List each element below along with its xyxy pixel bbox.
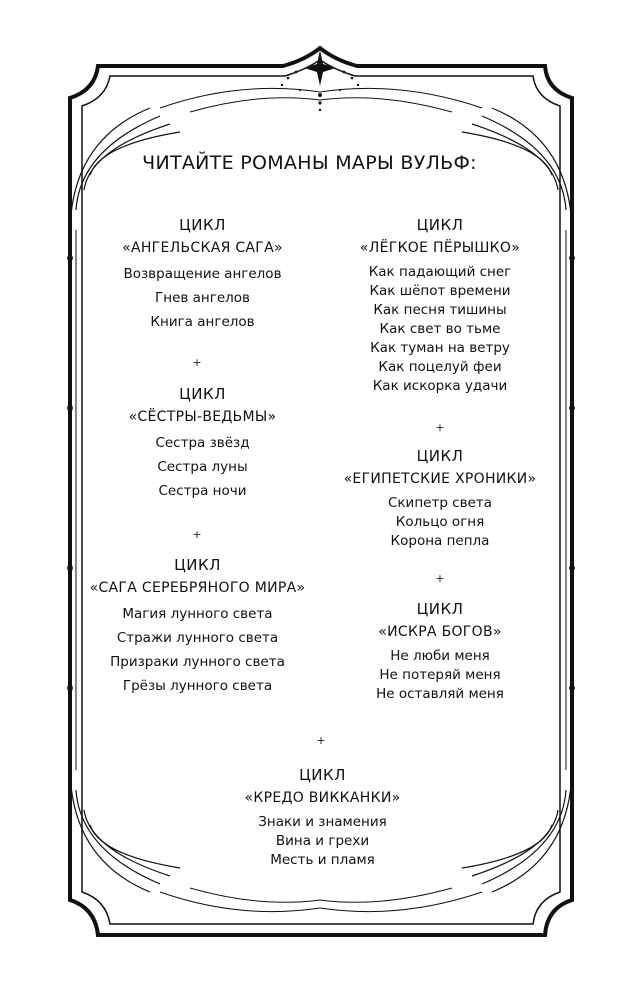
series-cycle-label: ЦИКЛ <box>179 216 226 234</box>
book-title: Возвращение ангелов <box>123 266 282 282</box>
book-title: Месть и пламя <box>270 852 375 868</box>
series-title: «САГА СЕРЕБРЯНОГО МИРА» <box>89 580 306 596</box>
book-title: Призраки лунного света <box>110 654 285 670</box>
book-title: Знаки и знамения <box>258 814 387 830</box>
book-title: Не оставляй меня <box>376 686 504 702</box>
series-wiccan-creed <box>200 766 445 868</box>
series-title: «АНГЕЛЬСКАЯ САГА» <box>122 240 283 256</box>
separator-star: + <box>435 572 445 585</box>
book-title: Не потеряй меня <box>379 667 501 683</box>
book-title: Как песня тишины <box>373 302 507 318</box>
book-title: Стражи лунного света <box>116 630 279 646</box>
book-title: Как свет во тьме <box>379 321 501 337</box>
series-cycle-label: ЦИКЛ <box>179 385 226 403</box>
book-title: Как падающий снег <box>368 264 512 280</box>
book-title: Как поцелуй феи <box>378 359 502 375</box>
series-angel-saga <box>95 216 310 330</box>
series-cycle-label: ЦИКЛ <box>416 600 464 618</box>
series-title: «ЛЁГКОЕ ПЁРЫШКО» <box>359 240 521 256</box>
series-light-feather <box>330 216 550 394</box>
series-title: «ЕГИПЕТСКИЕ ХРОНИКИ» <box>343 471 537 487</box>
book-title: Гнев ангелов <box>155 290 250 306</box>
book-title: Сестра ночи <box>158 483 247 499</box>
separator-star: + <box>192 528 202 541</box>
separator-star: + <box>435 421 445 434</box>
book-title: Как искорка удачи <box>372 378 508 394</box>
book-title: Корона пепла <box>390 533 490 549</box>
book-title: Магия лунного света <box>122 606 273 622</box>
book-title: Кольцо огня <box>395 514 485 530</box>
book-title: Вина и грехи <box>275 833 370 849</box>
book-title: Как шёпот времени <box>369 283 511 299</box>
series-silver-world-saga <box>85 556 310 694</box>
series-spark-of-gods <box>330 600 550 702</box>
book-title: Как туман на ветру <box>370 340 510 356</box>
separator-star: + <box>316 734 326 747</box>
book-title: Не люби меня <box>390 648 490 664</box>
series-title: «СЁСТРЫ-ВЕДЬМЫ» <box>128 409 277 425</box>
series-title: «ИСКРА БОГОВ» <box>378 624 502 640</box>
separator-star: + <box>192 356 202 369</box>
series-witch-sisters <box>95 385 310 499</box>
series-title: «КРЕДО ВИККАНКИ» <box>244 790 401 806</box>
book-title: Скипетр света <box>387 495 493 511</box>
series-cycle-label: ЦИКЛ <box>416 447 464 465</box>
series-cycle-label: ЦИКЛ <box>299 766 346 784</box>
series-egyptian-chronicles <box>330 447 550 549</box>
book-title: Грёзы лунного света <box>122 678 273 694</box>
book-title: Сестра звёзд <box>155 435 250 451</box>
book-title: Сестра луны <box>157 459 248 475</box>
book-title: Книга ангелов <box>150 314 255 330</box>
page-heading: ЧИТАЙТЕ РОМАНЫ МАРЫ ВУЛЬФ: <box>142 152 477 174</box>
series-cycle-label: ЦИКЛ <box>174 556 221 574</box>
series-cycle-label: ЦИКЛ <box>416 216 464 234</box>
